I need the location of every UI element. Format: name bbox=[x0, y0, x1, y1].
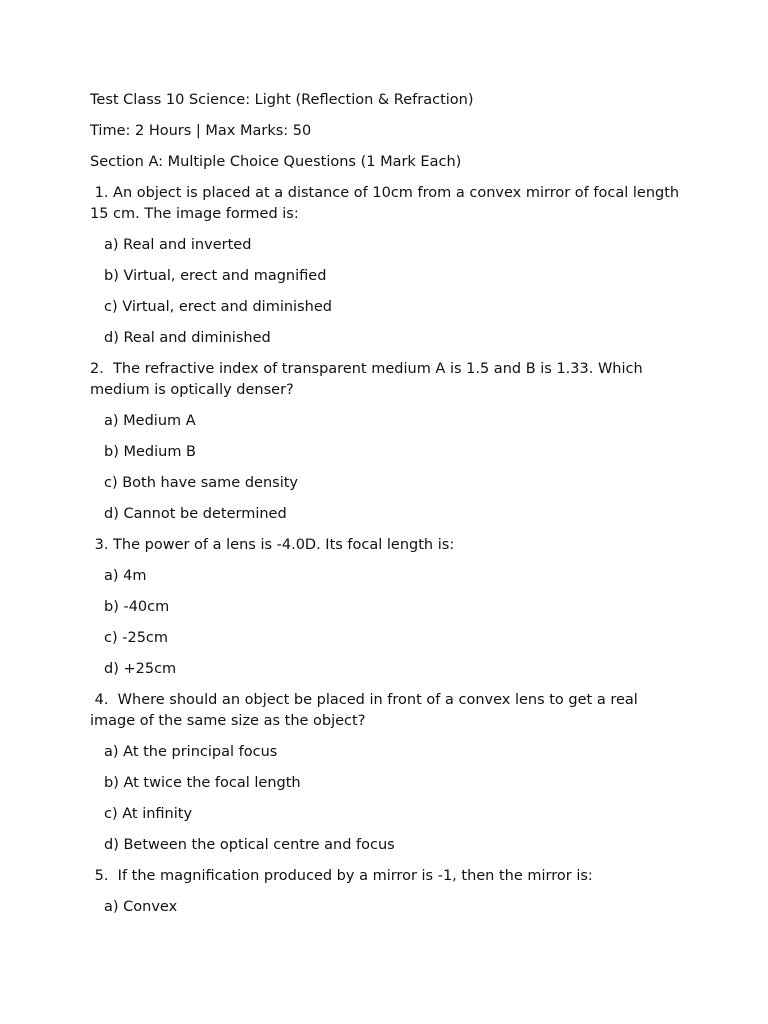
question-block-2 bbox=[90, 359, 680, 525]
section-heading: Section A: Multiple Choice Questions (1 Mark Each) bbox=[90, 154, 462, 170]
option-item: c) Virtual, erect and diminished bbox=[104, 299, 332, 315]
question-text: 4. Where should an object be placed in front of a convex lens to get a real image of the same size as the object? bbox=[90, 692, 643, 729]
option-item: c) -25cm bbox=[104, 630, 169, 646]
document-title: Test Class 10 Science: Light (Reflection & Refraction) bbox=[90, 92, 474, 108]
option-item: a) 4m bbox=[104, 568, 147, 584]
option-item: d) Real and diminished bbox=[104, 330, 271, 346]
question-text: 5. If the magnification produced by a mirror is -1, then the mirror is: bbox=[90, 868, 593, 884]
question-text: 2. The refractive index of transparent medium A is 1.5 and B is 1.33. Which medium is optically denser? bbox=[90, 361, 648, 398]
exam-meta: Time: 2 Hours | Max Marks: 50 bbox=[90, 123, 312, 139]
document-page bbox=[90, 90, 684, 928]
question-block-1 bbox=[90, 183, 684, 349]
question-text: 3. The power of a lens is -4.0D. Its focal length is: bbox=[90, 537, 455, 553]
question-block-4 bbox=[90, 690, 680, 856]
option-item: c) Both have same density bbox=[104, 475, 298, 491]
option-item: b) Virtual, erect and magnified bbox=[104, 268, 327, 284]
question-block-3 bbox=[90, 535, 680, 680]
option-item: a) Real and inverted bbox=[104, 237, 252, 253]
option-item: c) At infinity bbox=[104, 806, 193, 822]
option-item: d) +25cm bbox=[104, 661, 177, 677]
option-item: a) Medium A bbox=[104, 413, 196, 429]
option-item: a) At the principal focus bbox=[104, 744, 278, 760]
option-item: d) Cannot be determined bbox=[104, 506, 287, 522]
option-item: b) -40cm bbox=[104, 599, 170, 615]
option-item: d) Between the optical centre and focus bbox=[104, 837, 395, 853]
option-item: a) Convex bbox=[104, 899, 178, 915]
question-text: 1. An object is placed at a distance of 10cm from a convex mirror of focal length 15 cm. The image formed is: bbox=[90, 185, 684, 222]
option-item: b) Medium B bbox=[104, 444, 197, 460]
question-block-5 bbox=[90, 866, 680, 918]
option-item: b) At twice the focal length bbox=[104, 775, 301, 791]
